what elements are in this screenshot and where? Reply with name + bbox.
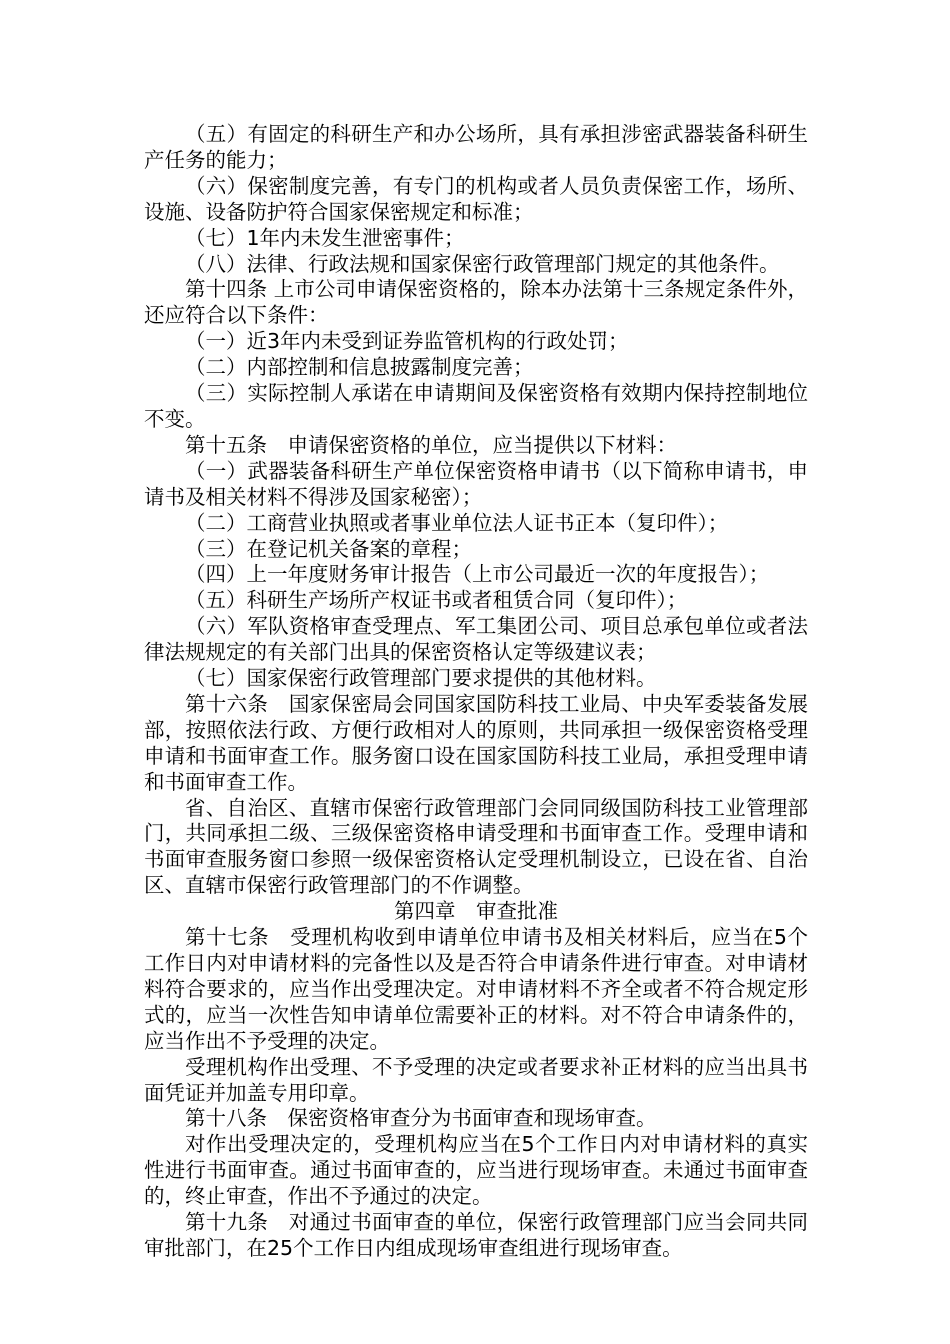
paragraph: 省、自治区、直辖市保密行政管理部门会同同级国防科技工业管理部门，共同承担二级、三级保密资格申请受理和书面审查工作。受理申请和书面审查服务窗口参照一级保密资格认定受理机制设立，已设在省、自治区、直辖市保密行政管理部门的不作调整。: [144, 795, 808, 898]
chapter-heading: 第四章 审查批准: [394, 899, 558, 924]
paragraph: （三）在登记机关备案的章程；: [185, 536, 472, 561]
paragraph: （四）上一年度财务审计报告（上市公司最近一次的年度报告）；: [185, 562, 770, 587]
article-14: 第十四条 上市公司申请保密资格的，除本办法第十三条规定条件外，还应符合以下条件：: [144, 277, 808, 328]
paragraph: （六）保密制度完善，有专门的机构或者人员负责保密工作，场所、设施、设备防护符合国家保密规定和标准；: [144, 173, 808, 224]
paragraph: 受理机构作出受理、不予受理的决定或者要求补正材料的应当出具书面凭证并加盖专用印章。: [144, 1054, 808, 1105]
article-19: 第十九条 对通过书面审查的单位，保密行政管理部门应当会同共同审批部门，在25个工作日内组成现场审查组进行现场审查。: [144, 1210, 808, 1260]
paragraph: （八）法律、行政法规和国家保密行政管理部门规定的其他条件。: [185, 251, 780, 276]
article-17: 第十七条 受理机构收到申请单位申请书及相关材料后，应当在5个工作日内对申请材料的完备性以及是否符合申请条件进行审查。对申请材料符合要求的，应当作出受理决定。对申请材料不齐全或者不符合规定形式的，应当一次性告知申请单位需要补正的材料。对不符合申请条件的，应当作出不予受理的决定。: [144, 925, 808, 1053]
document-body: [144, 122, 808, 1262]
paragraph: （一）近3年内未受到证券监管机构的行政处罚；: [185, 329, 629, 354]
paragraph: （五）科研生产场所产权证书或者租赁合同（复印件）；: [185, 588, 688, 613]
article-16: 第十六条 国家保密局会同国家国防科技工业局、中央军委装备发展部，按照依法行政、方便行政相对人的原则，共同承担一级保密资格受理申请和书面审查工作。服务窗口设在国家国防科技工业局，承担受理申请和书面审查工作。: [144, 691, 808, 794]
paragraph: （七）1年内未发生泄密事件；: [185, 225, 465, 250]
article-18: 第十八条 保密资格审查分为书面审查和现场审查。: [185, 1106, 657, 1131]
paragraph: （一）武器装备科研生产单位保密资格申请书（以下简称申请书，申请书及相关材料不得涉及国家秘密）；: [144, 458, 808, 509]
article-15: 第十五条 申请保密资格的单位，应当提供以下材料：: [185, 432, 677, 457]
paragraph: （七）国家保密行政管理部门要求提供的其他材料。: [185, 666, 657, 691]
paragraph: （二）工商营业执照或者事业单位法人证书正本（复印件）；: [185, 510, 729, 535]
paragraph: （六）军队资格审查受理点、军工集团公司、项目总承包单位或者法律法规规定的有关部门出具的保密资格认定等级建议表；: [144, 614, 808, 665]
paragraph: （三）实际控制人承诺在申请期间及保密资格有效期内保持控制地位不变。: [144, 381, 808, 431]
paragraph: （五）有固定的科研生产和办公场所，具有承担涉密武器装备科研生产任务的能力；: [144, 122, 808, 172]
paragraph: 对作出受理决定的，受理机构应当在5个工作日内对申请材料的真实性进行书面审查。通过书面审查的，应当进行现场审查。未通过书面审查的，终止审查，作出不予通过的决定。: [144, 1132, 808, 1209]
paragraph: （二）内部控制和信息披露制度完善；: [185, 355, 534, 380]
